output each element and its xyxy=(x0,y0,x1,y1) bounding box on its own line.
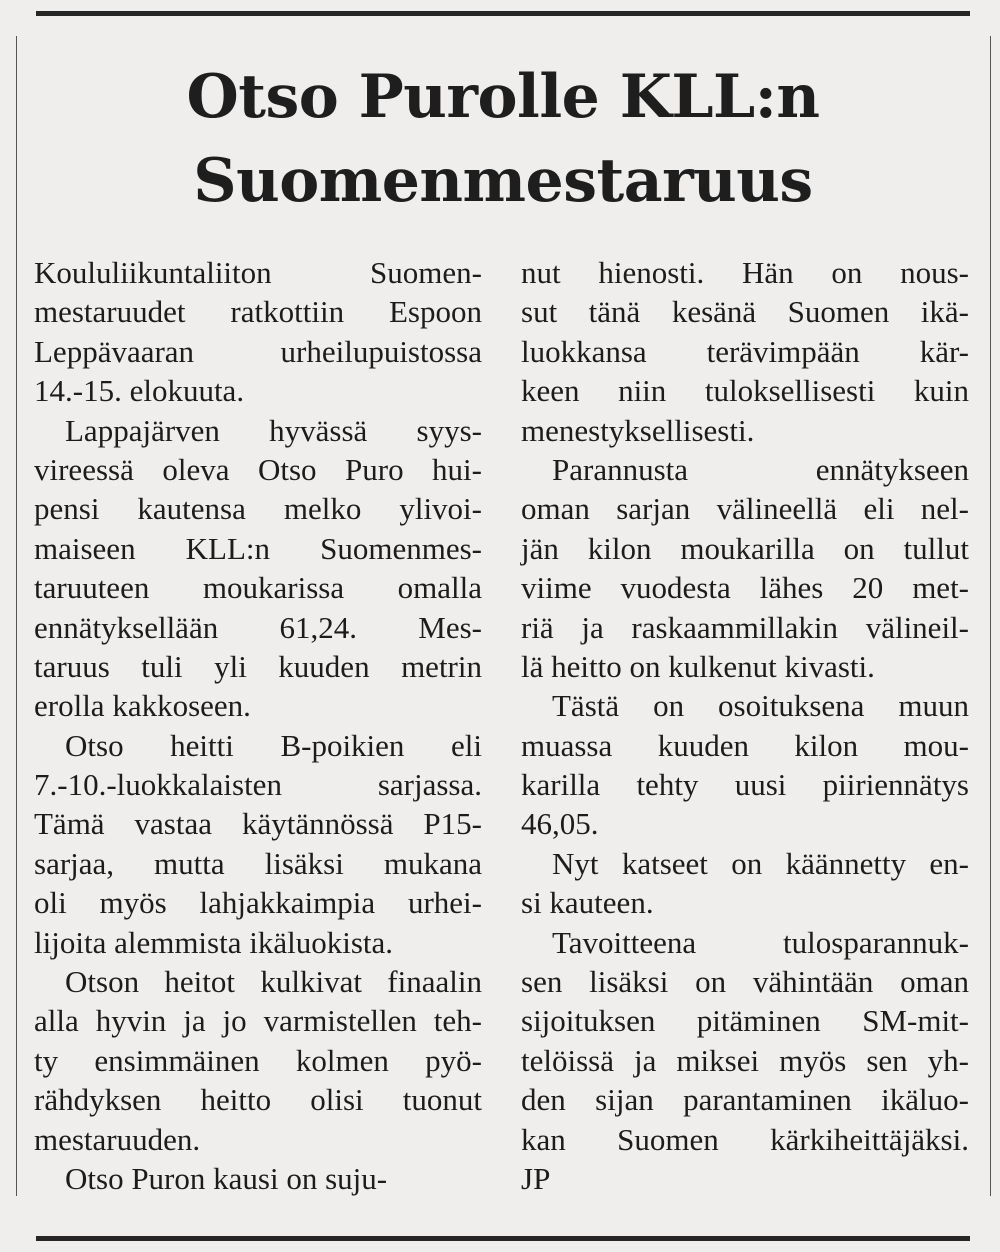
article-line: karilla tehty uusi piiriennätys xyxy=(521,767,969,803)
article-paragraph xyxy=(521,923,969,1199)
article-line: sijoituksen pitäminen SM-mit- xyxy=(521,1003,969,1039)
right-border-line xyxy=(990,36,991,1196)
article-paragraph xyxy=(34,726,482,962)
article-line: kan Suomen kärkiheittäjäksi. xyxy=(521,1121,969,1157)
article-line: Otson heitot kulkivat finaalin xyxy=(34,964,482,1000)
headline-line-2: Suomenmestaruus xyxy=(193,146,813,216)
article-line: Otso heitti B-poikien eli xyxy=(34,727,482,763)
top-rule xyxy=(36,11,970,16)
article-line: si kauteen. xyxy=(521,885,654,921)
article-line: taruuteen moukarissa omalla xyxy=(34,570,482,606)
article-paragraph xyxy=(34,962,482,1159)
article-line: Tämä vastaa käytännössä P15- xyxy=(34,806,482,842)
article-line: sut tänä kesänä Suomen ikä- xyxy=(521,294,969,330)
article-line: lijoita alemmista ikäluokista. xyxy=(34,924,394,960)
headline-line-1: Otso Purolle KLL:n xyxy=(186,62,820,132)
article-line: pensi kautensa melko ylivoi- xyxy=(34,491,482,527)
article-line: Leppävaaran urheilupuistossa xyxy=(34,333,482,369)
article-line: maiseen KLL:n Suomenmes- xyxy=(34,530,482,566)
article-line: 14.-15. elokuuta. xyxy=(34,373,245,409)
article-headline xyxy=(36,55,970,223)
article-line: Otso Puron kausi on suju- xyxy=(34,1160,388,1196)
article-line: menestyksellisesti. xyxy=(521,412,755,448)
article-paragraph xyxy=(34,253,482,411)
article-line: 46,05. xyxy=(521,806,599,842)
article-line: ty ensimmäinen kolmen pyö- xyxy=(34,1042,482,1078)
article-line: nut hienosti. Hän on nous- xyxy=(521,255,969,290)
article-line: telöissä ja miksei myös sen yh- xyxy=(521,1042,969,1078)
article-line: sarjaa, mutta lisäksi mukana xyxy=(34,845,482,881)
article-line: jän kilon moukarilla on tullut xyxy=(521,530,969,566)
article-line: 7.-10.-luokkalaisten sarjassa. xyxy=(34,767,482,803)
left-border-line xyxy=(16,36,17,1196)
article-line: oli myös lahjakkaimpia urhei- xyxy=(34,885,482,921)
article-line: Tavoitteena tulosparannuk- xyxy=(521,924,969,960)
article-line: muassa kuuden kilon mou- xyxy=(521,727,969,763)
article-line: oman sarjan välineellä eli nel- xyxy=(521,491,969,527)
article-left-column xyxy=(34,253,482,1198)
article-line: Koululiikuntaliiton Suomen- xyxy=(34,255,482,290)
article-paragraph xyxy=(521,253,969,450)
article-line: mestaruudet ratkottiin Espoon xyxy=(34,294,482,330)
article-line: Lappajärven hyvässä syys- xyxy=(34,412,482,448)
article-right-column xyxy=(521,253,969,1198)
article-line: viime vuodesta lähes 20 met- xyxy=(521,570,969,606)
article-line: erolla kakkoseen. xyxy=(34,688,251,724)
article-line: Nyt katseet on käännetty en- xyxy=(521,845,969,881)
article-line: Parannusta ennätykseen xyxy=(521,451,969,487)
article-line: vireessä oleva Otso Puro hui- xyxy=(34,451,482,487)
article-line: alla hyvin ja jo varmistellen teh- xyxy=(34,1003,482,1039)
bottom-rule xyxy=(36,1236,970,1241)
article-line: taruus tuli yli kuuden metrin xyxy=(34,648,482,684)
article-paragraph xyxy=(521,686,969,844)
article-line: ennätyksellään 61,24. Mes- xyxy=(34,609,482,645)
article-paragraph xyxy=(521,844,969,923)
article-line: JP xyxy=(521,1160,551,1196)
article-line: Tästä on osoituksena muun xyxy=(521,688,969,724)
article-line: sen lisäksi on vähintään oman xyxy=(521,964,969,1000)
article-paragraph xyxy=(521,450,969,686)
article-line: den sijan parantaminen ikäluo- xyxy=(521,1082,969,1118)
article-line: luokkansa terävimpään kär- xyxy=(521,333,969,369)
article-paragraph xyxy=(34,411,482,726)
article-line: riä ja raskaammillakin välineil- xyxy=(521,609,969,645)
article-line: keen niin tuloksellisesti kuin xyxy=(521,373,969,409)
article-paragraph xyxy=(34,1159,482,1198)
article-line: lä heitto on kulkenut kivasti. xyxy=(521,648,875,684)
article-line: rähdyksen heitto olisi tuonut xyxy=(34,1082,482,1118)
article-line: mestaruuden. xyxy=(34,1121,201,1157)
